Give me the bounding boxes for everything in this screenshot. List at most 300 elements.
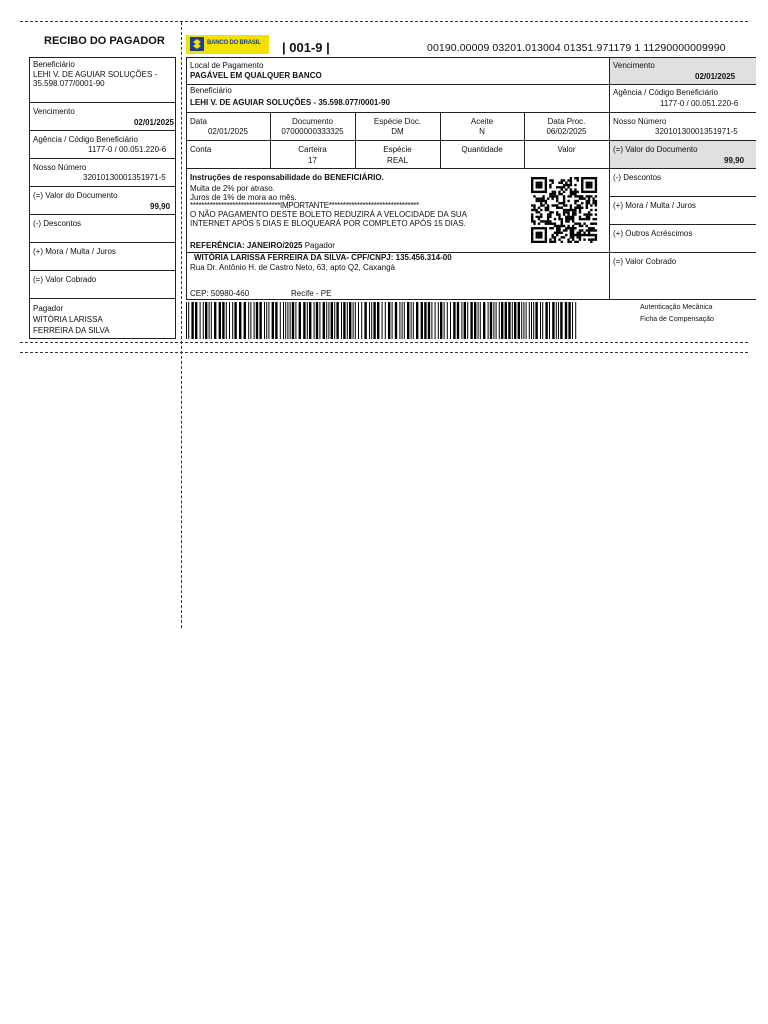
qr-module	[536, 227, 538, 229]
barcode-bar	[256, 302, 258, 339]
qr-module	[531, 218, 533, 220]
qr-module	[570, 232, 572, 234]
barcode-bar	[533, 302, 534, 339]
qr-module	[536, 182, 538, 184]
barcode-bar	[200, 302, 201, 339]
barcode-bar	[248, 302, 249, 339]
qr-module	[540, 227, 542, 229]
qr-module	[533, 209, 535, 211]
qr-module	[533, 177, 535, 179]
qr-module	[563, 200, 565, 202]
qr-module	[586, 200, 588, 202]
qr-code	[529, 177, 599, 243]
barcode-bar	[514, 302, 516, 339]
barcode-bar	[512, 302, 513, 339]
barcode	[186, 302, 578, 339]
qr-module	[531, 179, 533, 181]
qr-module	[586, 234, 588, 236]
qr-module	[579, 229, 581, 231]
barcode-bar	[229, 302, 230, 339]
qr-module	[561, 232, 563, 234]
qr-module	[540, 197, 542, 199]
qr-module	[567, 218, 569, 220]
qr-module	[531, 238, 533, 240]
qr-module	[590, 209, 592, 211]
qr-module	[558, 216, 560, 218]
qr-module	[531, 241, 533, 243]
qr-module	[531, 227, 533, 229]
qr-module	[545, 209, 547, 211]
qr-module	[545, 236, 547, 238]
qr-module	[586, 213, 588, 215]
qr-module	[542, 241, 544, 243]
qr-module	[586, 186, 588, 188]
qr-module	[572, 216, 574, 218]
qr-module	[570, 241, 572, 243]
qr-module	[533, 220, 535, 222]
qr-module	[556, 232, 558, 234]
qr-module	[540, 241, 542, 243]
qr-module	[590, 241, 592, 243]
barcode-bar	[480, 302, 481, 339]
barcode-bar	[575, 302, 576, 339]
qr-module	[592, 197, 594, 199]
right-cobrado-label: (=) Valor Cobrado	[613, 257, 677, 266]
qr-module	[561, 225, 563, 227]
documento-value: 07000000333325	[281, 127, 344, 136]
bank-logo-icon	[189, 36, 205, 52]
qr-module	[565, 218, 567, 220]
qr-module	[565, 216, 567, 218]
qr-module	[542, 200, 544, 202]
qr-module	[545, 223, 547, 225]
qr-module	[595, 218, 597, 220]
qr-module	[570, 229, 572, 231]
barcode-bar	[501, 302, 503, 339]
qr-module	[579, 225, 581, 227]
qr-module	[540, 236, 542, 238]
qr-module	[549, 216, 551, 218]
qr-module	[542, 227, 544, 229]
qr-module	[581, 177, 583, 179]
barcode-bar	[565, 302, 567, 339]
qr-module	[545, 241, 547, 243]
qr-module	[567, 186, 569, 188]
qr-module	[565, 184, 567, 186]
qr-module	[590, 204, 592, 206]
qr-module	[561, 182, 563, 184]
qr-module	[570, 234, 572, 236]
receipt-agencia: 1177-0 / 00.051.220-6	[88, 145, 167, 154]
qr-module	[563, 236, 565, 238]
right-valor-label: (=) Valor do Documento	[613, 145, 698, 154]
qr-module	[570, 216, 572, 218]
qr-module	[595, 177, 597, 179]
barcode-bar	[428, 302, 430, 339]
bottom-cut-line-2	[20, 352, 748, 353]
qr-module	[545, 179, 547, 181]
qr-module	[588, 200, 590, 202]
qr-module	[565, 182, 567, 184]
receipt-beneficiario-line1: LEHI V. DE AGUIAR SOLUÇÕES -	[33, 70, 158, 79]
qr-module	[531, 229, 533, 231]
receipt-beneficiario-label: Beneficiário	[33, 60, 75, 69]
right-nosso-label: Nosso Número	[613, 117, 667, 126]
barcode-bar	[395, 302, 397, 339]
qr-module	[554, 241, 556, 243]
qr-module	[595, 238, 597, 240]
barcode-bar	[219, 302, 221, 339]
aceite-value: N	[479, 127, 485, 136]
qr-module	[547, 223, 549, 225]
barcode-bar	[280, 302, 281, 339]
barcode-bar	[488, 302, 489, 339]
qr-module	[533, 204, 535, 206]
qr-module	[581, 202, 583, 204]
qr-module	[570, 193, 572, 195]
qr-module	[595, 234, 597, 236]
qr-module	[533, 223, 535, 225]
barcode-bar	[556, 302, 557, 339]
qr-module	[545, 202, 547, 204]
qr-module	[542, 195, 544, 197]
qr-module	[581, 234, 583, 236]
qr-module	[545, 184, 547, 186]
qr-module	[579, 238, 581, 240]
qr-module	[540, 220, 542, 222]
barcode-bar	[309, 302, 311, 339]
barcode-bar	[457, 302, 459, 339]
qr-module	[586, 218, 588, 220]
barcode-bar	[411, 302, 412, 339]
barcode-bar	[435, 302, 436, 339]
qr-module	[533, 191, 535, 193]
qr-module	[574, 184, 576, 186]
barcode-bar	[447, 302, 448, 339]
barcode-bar	[431, 302, 432, 339]
qr-module	[563, 211, 565, 213]
barcode-bar	[407, 302, 409, 339]
qr-module	[581, 184, 583, 186]
qr-module	[531, 188, 533, 190]
qr-module	[556, 197, 558, 199]
qr-module	[551, 204, 553, 206]
qr-module	[558, 207, 560, 209]
qr-module	[549, 241, 551, 243]
qr-module	[588, 216, 590, 218]
qr-module	[558, 218, 560, 220]
barcode-bar	[518, 302, 520, 339]
qr-module	[554, 193, 556, 195]
receipt-nosso-numero: 32010130001351971-5	[83, 173, 166, 182]
qr-module	[567, 184, 569, 186]
qr-module	[563, 229, 565, 231]
qr-module	[592, 234, 594, 236]
barcode-bar	[234, 302, 236, 339]
qr-module	[570, 218, 572, 220]
qr-module	[545, 232, 547, 234]
receipt-beneficiario-line2: 35.598.077/0001-90	[33, 79, 105, 88]
barcode-bar	[392, 302, 393, 339]
qr-module	[577, 191, 579, 193]
conta-label: Conta	[190, 145, 212, 154]
receipt-pagador-label: Pagador	[33, 304, 64, 313]
qr-module	[590, 223, 592, 225]
aceite-label: Aceite	[470, 117, 494, 126]
qr-module	[547, 197, 549, 199]
barcode-bar	[285, 302, 286, 339]
qr-module	[545, 191, 547, 193]
qr-module	[588, 191, 590, 193]
barcode-bar	[549, 302, 550, 339]
qr-module	[579, 211, 581, 213]
qr-module	[558, 229, 560, 231]
barcode-bar	[358, 302, 359, 339]
qr-module	[565, 220, 567, 222]
qr-module	[563, 186, 565, 188]
pagador-name: WITÓRIA LARISSA FERREIRA DA SILVA- CPF/CNPJ: 135.456.314-00	[194, 253, 452, 262]
qr-module	[538, 241, 540, 243]
qr-module	[581, 229, 583, 231]
qr-module	[574, 200, 576, 202]
qr-module	[545, 207, 547, 209]
barcode-bar	[416, 302, 418, 339]
qr-module	[574, 227, 576, 229]
qr-module	[538, 227, 540, 229]
qr-module	[574, 207, 576, 209]
barcode-bar	[540, 302, 541, 339]
qr-module	[538, 197, 540, 199]
barcode-bar	[319, 302, 320, 339]
qr-module	[570, 179, 572, 181]
qr-module	[577, 232, 579, 234]
qr-module	[538, 184, 540, 186]
qr-module	[567, 225, 569, 227]
qr-module	[586, 216, 588, 218]
qr-module	[558, 238, 560, 240]
barcode-bar	[326, 302, 327, 339]
qr-module	[554, 238, 556, 240]
qr-module	[558, 227, 560, 229]
qr-module	[554, 191, 556, 193]
qr-module	[561, 193, 563, 195]
barcode-bar	[364, 302, 366, 339]
barcode-bar	[264, 302, 265, 339]
qr-module	[586, 191, 588, 193]
referencia-suffix: Pagador	[304, 241, 335, 250]
right-agencia: 1177-0 / 00.051.220-6	[660, 99, 739, 108]
qr-module	[549, 211, 551, 213]
barcode-bar	[328, 302, 329, 339]
qr-module	[574, 188, 576, 190]
qr-module	[565, 227, 567, 229]
qr-module	[572, 220, 574, 222]
barcode-bar	[505, 302, 507, 339]
qr-module	[572, 209, 574, 211]
barcode-bar	[399, 302, 400, 339]
qr-module	[588, 229, 590, 231]
barcode-bar	[499, 302, 500, 339]
qr-module	[558, 182, 560, 184]
qr-module	[531, 220, 533, 222]
qr-module	[531, 184, 533, 186]
qr-module	[588, 202, 590, 204]
qr-module	[547, 220, 549, 222]
barcode-bar	[268, 302, 269, 339]
barcode-bar	[568, 302, 570, 339]
qr-module	[536, 211, 538, 213]
barcode-bar	[361, 302, 362, 339]
qr-module	[547, 218, 549, 220]
qr-module	[551, 195, 553, 197]
qr-module	[592, 202, 594, 204]
receipt-agencia-label: Agência / Código Beneficiário	[33, 135, 138, 144]
barcode-bar	[470, 302, 472, 339]
local-value: PAGÁVEL EM QUALQUER BANCO	[190, 71, 322, 80]
qr-module	[538, 200, 540, 202]
qr-module	[540, 234, 542, 236]
qr-module	[542, 177, 544, 179]
qr-module	[536, 184, 538, 186]
bottom-cut-line-1	[20, 342, 748, 343]
qr-module	[536, 232, 538, 234]
qr-module	[590, 182, 592, 184]
qr-module	[549, 179, 551, 181]
qr-module	[547, 209, 549, 211]
valor-label: Valor	[557, 145, 576, 154]
qr-module	[581, 186, 583, 188]
barcode-bar	[478, 302, 479, 339]
qr-module	[567, 241, 569, 243]
instructions-line-2: Juros de 1% de mora ao mês.	[190, 193, 297, 202]
qr-module	[592, 227, 594, 229]
barcode-bar	[353, 302, 354, 339]
qr-module	[586, 202, 588, 204]
barcode-bar	[347, 302, 348, 339]
right-valor: 99,90	[724, 156, 745, 165]
qr-module	[545, 188, 547, 190]
qr-module	[556, 207, 558, 209]
receipt-cobrado-label: (=) Valor Cobrado	[33, 275, 97, 284]
barcode-bar	[191, 302, 193, 339]
qr-module	[561, 220, 563, 222]
qr-module	[588, 227, 590, 229]
qr-module	[565, 229, 567, 231]
qr-module	[545, 220, 547, 222]
qr-module	[551, 223, 553, 225]
barcode-bar	[239, 302, 241, 339]
qr-module	[567, 220, 569, 222]
ficha-compensacao: Ficha de Compensação	[640, 316, 714, 323]
instructions-line-1: Multa de 2% por atraso.	[190, 184, 275, 193]
qr-module	[577, 207, 579, 209]
qr-module	[538, 191, 540, 193]
top-cut-line	[20, 21, 748, 22]
barcode-bar	[572, 302, 573, 339]
barcode-bar	[535, 302, 537, 339]
qr-module	[577, 200, 579, 202]
qr-module	[558, 232, 560, 234]
qr-module	[538, 177, 540, 179]
bank-code: | 001-9 |	[282, 40, 330, 55]
qr-module	[572, 232, 574, 234]
qr-module	[581, 188, 583, 190]
qr-module	[577, 234, 579, 236]
qr-module	[540, 177, 542, 179]
qr-module	[581, 218, 583, 220]
qr-module	[592, 223, 594, 225]
qr-module	[588, 186, 590, 188]
barcode-bar	[474, 302, 476, 339]
qr-module	[536, 191, 538, 193]
qr-module	[554, 232, 556, 234]
qr-module	[556, 225, 558, 227]
qr-module	[588, 177, 590, 179]
qr-module	[547, 207, 549, 209]
qr-module	[572, 191, 574, 193]
qr-module	[581, 207, 583, 209]
barcode-bar	[186, 302, 187, 339]
qr-module	[556, 227, 558, 229]
barcode-bar	[287, 302, 288, 339]
qr-module	[595, 209, 597, 211]
qr-module	[579, 232, 581, 234]
receipt-pagador-line1: WITÓRIA LARISSA	[33, 315, 103, 324]
barcode-bar	[226, 302, 227, 339]
qr-module	[547, 204, 549, 206]
qr-module	[561, 179, 563, 181]
qr-module	[536, 186, 538, 188]
qr-module	[549, 213, 551, 215]
qr-module	[563, 195, 565, 197]
qr-module	[563, 213, 565, 215]
qr-module	[586, 204, 588, 206]
barcode-bar	[531, 302, 532, 339]
barcode-bar	[290, 302, 291, 339]
qr-module	[554, 195, 556, 197]
barcode-bar	[211, 302, 212, 339]
qr-module	[586, 225, 588, 227]
qr-module	[558, 191, 560, 193]
qr-module	[570, 191, 572, 193]
barcode-bar	[349, 302, 351, 339]
qr-module	[558, 193, 560, 195]
qr-module	[577, 204, 579, 206]
barcode-bar	[336, 302, 338, 339]
barcode-bar	[560, 302, 562, 339]
qr-module	[556, 229, 558, 231]
qr-module	[556, 204, 558, 206]
qr-module	[570, 177, 572, 179]
qr-module	[579, 234, 581, 236]
qr-module	[570, 207, 572, 209]
qr-module	[581, 182, 583, 184]
qr-module	[572, 193, 574, 195]
qr-module	[558, 202, 560, 204]
barcode-bar	[402, 302, 403, 339]
bank-logo	[186, 35, 269, 54]
qr-module	[581, 191, 583, 193]
instructions-line-3: ********************************IMPORTANTE********************************	[190, 201, 419, 210]
barcode-bar	[373, 302, 375, 339]
qr-module	[588, 197, 590, 199]
qr-module	[583, 213, 585, 215]
qr-module	[595, 236, 597, 238]
qr-module	[554, 225, 556, 227]
qr-module	[583, 197, 585, 199]
qr-module	[561, 202, 563, 204]
receipt-vencimento: 02/01/2025	[133, 118, 174, 127]
